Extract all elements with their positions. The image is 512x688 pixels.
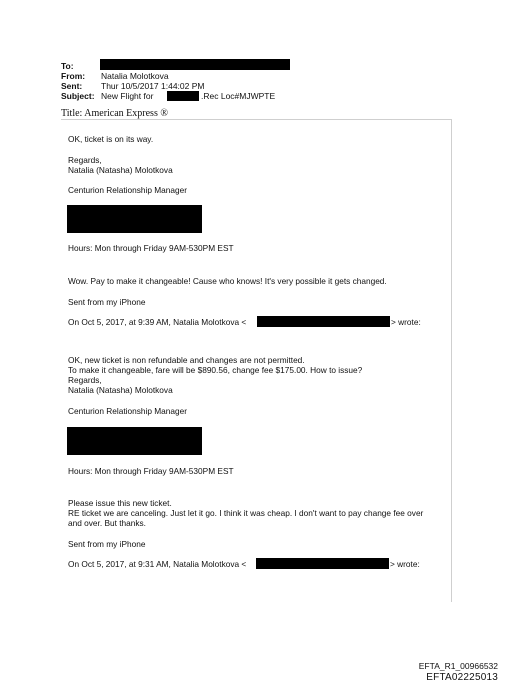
sent-value: Thur 10/5/2017 1:44:02 PM bbox=[101, 81, 205, 91]
subject-label: Subject: bbox=[61, 91, 95, 101]
to-label: To: bbox=[61, 61, 74, 71]
body-line-1: OK, ticket is on its way. bbox=[68, 134, 154, 144]
document-title: Title: American Express ® bbox=[61, 108, 168, 119]
body-line-6: Wow. Pay to make it changeable! Cause who knows! It's very possible it gets changed. bbox=[68, 276, 387, 286]
body-line-5: Hours: Mon through Friday 9AM-530PM EST bbox=[68, 243, 234, 253]
body-line-19-suffix: > wrote: bbox=[390, 559, 420, 569]
body-line-15: Please issue this new ticket. bbox=[68, 498, 172, 508]
subject-prefix: New Flight for bbox=[101, 91, 154, 101]
body-line-16: RE ticket we are canceling. Just let it go. I think it was cheap. I don't want to pay change fee over bbox=[68, 508, 424, 518]
bates-number-2: EFTA02225013 bbox=[426, 672, 498, 683]
body-line-14: Hours: Mon through Friday 9AM-530PM EST bbox=[68, 466, 234, 476]
body-line-8-prefix: On Oct 5, 2017, at 9:39 AM, Natalia Molotkova < bbox=[68, 317, 247, 327]
redaction-email-2 bbox=[256, 558, 389, 569]
body-line-10: To make it changeable, fare will be $890.56, change fee $175.00. How to issue? bbox=[68, 365, 363, 375]
from-value: Natalia Molotkova bbox=[101, 71, 169, 81]
sent-label: Sent: bbox=[61, 81, 83, 91]
body-line-9: OK, new ticket is non refundable and changes are not permitted. bbox=[68, 355, 305, 365]
redaction-subject bbox=[167, 91, 199, 101]
body-line-19-prefix: On Oct 5, 2017, at 9:31 AM, Natalia Molotkova < bbox=[68, 559, 247, 569]
body-line-18: Sent from my iPhone bbox=[68, 539, 146, 549]
body-line-11: Regards, bbox=[68, 375, 102, 385]
subject-suffix: .Rec Loc#MJWPTE bbox=[201, 91, 276, 101]
redaction-contact-2 bbox=[67, 427, 202, 455]
redaction-contact-1 bbox=[67, 205, 202, 233]
redaction-to bbox=[100, 59, 290, 70]
body-line-12: Natalia (Natasha) Molotkova bbox=[68, 385, 173, 395]
body-line-4: Centurion Relationship Manager bbox=[68, 185, 187, 195]
bates-number-1: EFTA_R1_00966532 bbox=[418, 661, 498, 671]
redaction-email-1 bbox=[257, 316, 390, 327]
body-line-8-suffix: > wrote: bbox=[391, 317, 421, 327]
from-label: From: bbox=[61, 71, 86, 81]
body-line-7: Sent from my iPhone bbox=[68, 297, 146, 307]
body-line-2: Regards, bbox=[68, 155, 102, 165]
body-line-13: Centurion Relationship Manager bbox=[68, 406, 187, 416]
body-line-17: and over. But thanks. bbox=[68, 518, 146, 528]
body-line-3: Natalia (Natasha) Molotkova bbox=[68, 165, 173, 175]
